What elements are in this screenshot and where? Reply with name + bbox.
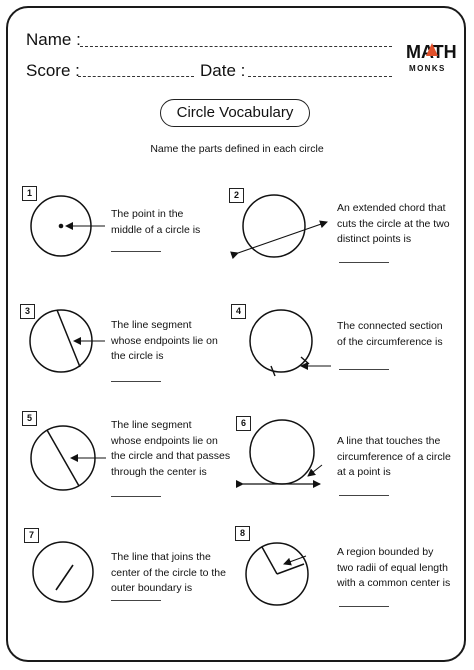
figure-8-sector	[246, 543, 308, 605]
problem-number-5: 5	[22, 411, 37, 426]
name-label: Name :	[26, 30, 81, 49]
problem-number-2: 2	[229, 188, 244, 203]
problem-number-7: 7	[24, 528, 39, 543]
figure-3-chord	[30, 310, 105, 372]
problem-7-text: The line that joins the center of the circle to the outer boundary is	[111, 551, 226, 594]
answer-line-6[interactable]	[339, 495, 389, 496]
problem-number-3: 3	[20, 304, 35, 319]
figure-1-center	[31, 196, 105, 256]
problem-number-4: 4	[231, 304, 246, 319]
problem-4-text: The connected section of the circumference is	[337, 320, 443, 348]
worksheet-title: Circle Vocabulary	[160, 99, 310, 127]
answer-line-8[interactable]	[339, 606, 389, 607]
figure-5-diameter	[31, 426, 106, 490]
answer-line-7[interactable]	[111, 600, 161, 601]
figure-6-tangent	[243, 420, 322, 484]
answer-line-1[interactable]	[111, 251, 161, 252]
problem-2-text: An extended chord that cuts the circle at the two distinct points is	[337, 202, 450, 245]
answer-line-4[interactable]	[339, 369, 389, 370]
date-label: Date :	[200, 61, 246, 80]
answer-line-5[interactable]	[111, 496, 161, 497]
figure-7-radius	[33, 542, 93, 602]
figure-2-secant	[238, 195, 327, 257]
logo-bottom-text: MONKS	[409, 64, 446, 73]
problem-5-text: The line segment whose endpoints lie on the circle and that passes through the center is	[111, 419, 231, 478]
logo-top-text: MATH	[406, 42, 457, 62]
problem-number-1: 1	[22, 186, 37, 201]
problem-1-text: The point in the middle of a circle is	[111, 208, 201, 236]
score-label: Score :	[26, 61, 80, 80]
answer-line-2[interactable]	[339, 262, 389, 263]
problem-number-8: 8	[235, 526, 250, 541]
problem-3-text: The line segment whose endpoints lie on the circle is	[111, 319, 218, 362]
problem-number-6: 6	[236, 416, 251, 431]
figure-4-arc	[250, 310, 331, 376]
answer-line-3[interactable]	[111, 381, 161, 382]
problem-6-text: A line that touches the circumference of a circle at a point is	[337, 435, 451, 478]
problem-8-text: A region bounded by two radii of equal length with a common center is	[337, 546, 451, 589]
instruction-text: Name the parts defined in each circle	[150, 143, 324, 155]
